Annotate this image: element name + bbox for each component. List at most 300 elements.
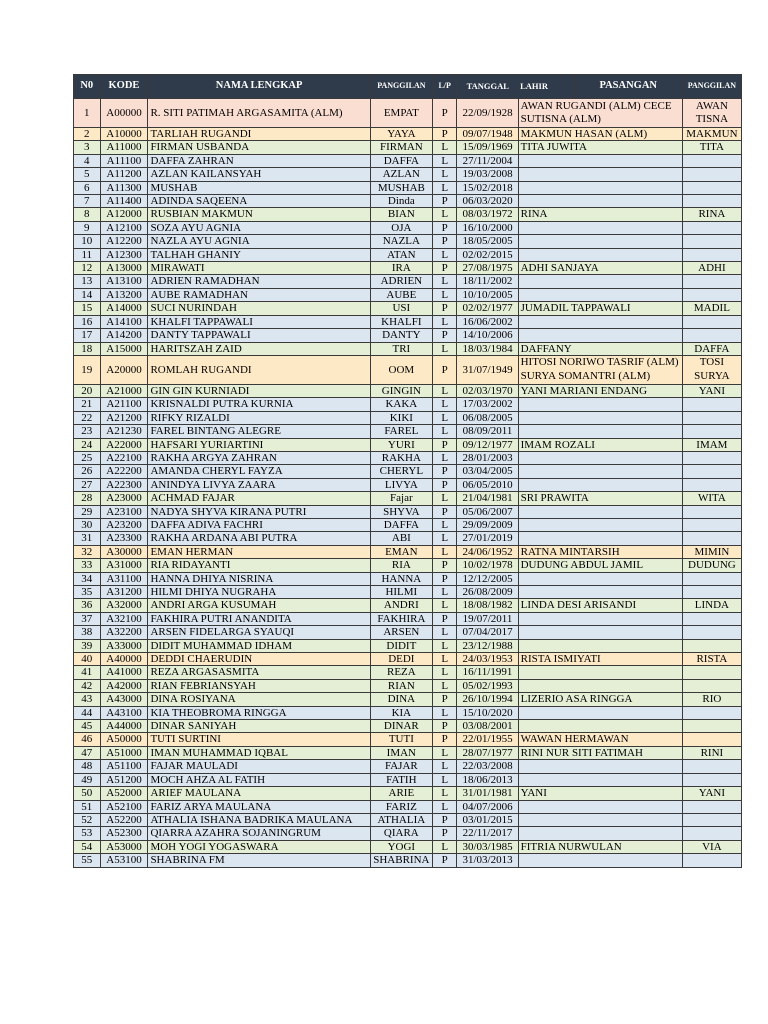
row-no: 50	[74, 787, 101, 800]
row-panggilan: IRA	[370, 262, 432, 275]
row-lp: L	[432, 599, 456, 612]
row-lp: P	[432, 478, 456, 491]
row-panggilan-pasangan: MIMIN	[682, 545, 741, 558]
table-row	[74, 302, 742, 315]
row-panggilan-pasangan	[682, 235, 741, 248]
table-row	[74, 733, 742, 746]
row-lp: L	[432, 586, 456, 599]
row-tanggal-lahir: 31/07/1949	[457, 355, 518, 384]
row-kode: A32100	[100, 612, 148, 625]
table-row	[74, 559, 742, 572]
row-nama: ROMLAH RUGANDI	[148, 355, 370, 384]
row-lp: L	[432, 532, 456, 545]
table-row	[74, 154, 742, 167]
header-tanggal: TANGGAL	[457, 75, 518, 99]
row-panggilan-pasangan	[682, 639, 741, 652]
row-nama: MIRAWATI	[148, 262, 370, 275]
row-no: 18	[74, 342, 101, 355]
row-tanggal-lahir: 18/11/2002	[457, 275, 518, 288]
row-no: 54	[74, 840, 101, 853]
row-pasangan	[518, 679, 682, 692]
row-panggilan-pasangan	[682, 221, 741, 234]
row-no: 45	[74, 720, 101, 733]
row-nama: RAKHA ARDANA ABI PUTRA	[148, 532, 370, 545]
row-pasangan: WAWAN HERMAWAN	[518, 733, 682, 746]
row-pasangan: TITA JUWITA	[518, 141, 682, 154]
row-kode: A51000	[100, 746, 148, 759]
row-panggilan: FARIZ	[370, 800, 432, 813]
row-panggilan-pasangan	[682, 451, 741, 464]
table-row	[74, 492, 742, 505]
row-tanggal-lahir: 16/06/2002	[457, 315, 518, 328]
row-no: 22	[74, 411, 101, 424]
row-panggilan: ATAN	[370, 248, 432, 261]
row-lp: L	[432, 181, 456, 194]
row-panggilan-pasangan	[682, 248, 741, 261]
row-kode: A52100	[100, 800, 148, 813]
row-lp: P	[432, 302, 456, 315]
row-kode: A20000	[100, 355, 148, 384]
table-row	[74, 813, 742, 826]
row-panggilan-pasangan	[682, 195, 741, 208]
row-nama: RAKHA ARGYA ZAHRAN	[148, 451, 370, 464]
row-panggilan: RIAN	[370, 679, 432, 692]
table-row	[74, 787, 742, 800]
row-kode: A12100	[100, 221, 148, 234]
row-no: 12	[74, 262, 101, 275]
row-panggilan: KIA	[370, 706, 432, 719]
row-kode: A12000	[100, 208, 148, 221]
row-nama: ANINDYA LIVYA ZAARA	[148, 478, 370, 491]
row-nama: NADYA SHYVA KIRANA PUTRI	[148, 505, 370, 518]
row-tanggal-lahir: 18/06/2013	[457, 773, 518, 786]
table-row	[74, 384, 742, 397]
row-panggilan: GINGIN	[370, 384, 432, 397]
row-nama: ARIEF MAULANA	[148, 787, 370, 800]
row-panggilan-pasangan	[682, 465, 741, 478]
row-kode: A52000	[100, 787, 148, 800]
row-panggilan-pasangan	[682, 532, 741, 545]
row-pasangan	[518, 411, 682, 424]
row-no: 5	[74, 168, 101, 181]
table-row	[74, 425, 742, 438]
row-lp: P	[432, 612, 456, 625]
row-tanggal-lahir: 21/04/1981	[457, 492, 518, 505]
row-kode: A11400	[100, 195, 148, 208]
table-row	[74, 195, 742, 208]
row-panggilan: OJA	[370, 221, 432, 234]
row-lp: P	[432, 235, 456, 248]
row-kode: A10000	[100, 128, 148, 141]
row-lp: P	[432, 827, 456, 840]
row-pasangan: LINDA DESI ARISANDI	[518, 599, 682, 612]
row-no: 26	[74, 465, 101, 478]
row-panggilan: ANDRI	[370, 599, 432, 612]
row-kode: A31100	[100, 572, 148, 585]
row-nama: MOH YOGI YOGASWARA	[148, 840, 370, 853]
table-row	[74, 720, 742, 733]
row-lp: L	[432, 451, 456, 464]
row-kode: A51100	[100, 760, 148, 773]
row-no: 47	[74, 746, 101, 759]
row-panggilan-pasangan	[682, 813, 741, 826]
row-tanggal-lahir: 27/11/2004	[457, 154, 518, 167]
row-panggilan-pasangan: MAKMUN	[682, 128, 741, 141]
row-nama: SHABRINA FM	[148, 854, 370, 867]
row-panggilan: HILMI	[370, 586, 432, 599]
row-panggilan-pasangan	[682, 425, 741, 438]
row-nama: AUBE RAMADHAN	[148, 288, 370, 301]
row-nama: ADINDA SAQEENA	[148, 195, 370, 208]
row-pasangan: ADHI SANJAYA	[518, 262, 682, 275]
row-panggilan: Dinda	[370, 195, 432, 208]
header-panggilan-pasangan: PANGGILAN	[682, 75, 741, 99]
row-kode: A50000	[100, 733, 148, 746]
row-no: 21	[74, 398, 101, 411]
row-kode: A43000	[100, 693, 148, 706]
row-panggilan: EMPAT	[370, 99, 432, 128]
row-panggilan-pasangan: VIA	[682, 840, 741, 853]
row-pasangan	[518, 720, 682, 733]
row-tanggal-lahir: 05/02/1993	[457, 679, 518, 692]
row-pasangan	[518, 154, 682, 167]
row-panggilan: ABI	[370, 532, 432, 545]
row-no: 15	[74, 302, 101, 315]
row-panggilan-pasangan	[682, 733, 741, 746]
row-panggilan-pasangan	[682, 679, 741, 692]
row-panggilan-pasangan	[682, 572, 741, 585]
row-lp: P	[432, 693, 456, 706]
row-kode: A31000	[100, 559, 148, 572]
table-row	[74, 438, 742, 451]
row-panggilan: LIVYA	[370, 478, 432, 491]
row-kode: A41000	[100, 666, 148, 679]
row-panggilan-pasangan	[682, 411, 741, 424]
table-row	[74, 532, 742, 545]
header-lahir: LAHIR	[518, 75, 574, 99]
row-panggilan: FAKHIRA	[370, 612, 432, 625]
row-nama: ADRIEN RAMADHAN	[148, 275, 370, 288]
table-row	[74, 451, 742, 464]
row-pasangan	[518, 813, 682, 826]
row-lp: P	[432, 505, 456, 518]
row-pasangan: DAFFANY	[518, 342, 682, 355]
row-nama: HARITSZAH ZAID	[148, 342, 370, 355]
row-lp: P	[432, 221, 456, 234]
row-pasangan: MAKMUN HASAN (ALM)	[518, 128, 682, 141]
row-pasangan	[518, 181, 682, 194]
row-panggilan-pasangan: IMAM	[682, 438, 741, 451]
row-tanggal-lahir: 16/10/2000	[457, 221, 518, 234]
row-tanggal-lahir: 30/03/1985	[457, 840, 518, 853]
row-pasangan	[518, 773, 682, 786]
row-lp: L	[432, 773, 456, 786]
row-lp: P	[432, 559, 456, 572]
row-tanggal-lahir: 06/03/2020	[457, 195, 518, 208]
row-nama: ARSEN FIDELARGA SYAUQI	[148, 626, 370, 639]
family-table	[73, 74, 742, 868]
table-row	[74, 221, 742, 234]
row-pasangan: DUDUNG ABDUL JAMIL	[518, 559, 682, 572]
row-panggilan-pasangan	[682, 612, 741, 625]
row-kode: A11200	[100, 168, 148, 181]
row-panggilan-pasangan: AWAN TISNA	[682, 99, 741, 128]
row-kode: A32200	[100, 626, 148, 639]
row-tanggal-lahir: 04/07/2006	[457, 800, 518, 813]
row-tanggal-lahir: 06/05/2010	[457, 478, 518, 491]
row-panggilan-pasangan: MADIL	[682, 302, 741, 315]
header-nama: NAMA LENGKAP	[148, 75, 370, 99]
row-no: 20	[74, 384, 101, 397]
row-nama: DIDIT MUHAMMAD IDHAM	[148, 639, 370, 652]
row-nama: QIARRA AZAHRA SOJANINGRUM	[148, 827, 370, 840]
row-kode: A32000	[100, 599, 148, 612]
row-pasangan: RATNA MINTARSIH	[518, 545, 682, 558]
row-kode: A42000	[100, 679, 148, 692]
row-lp: L	[432, 492, 456, 505]
row-panggilan-pasangan	[682, 760, 741, 773]
row-pasangan: RINA	[518, 208, 682, 221]
row-kode: A21230	[100, 425, 148, 438]
row-kode: A40000	[100, 653, 148, 666]
row-lp: L	[432, 384, 456, 397]
row-no: 39	[74, 639, 101, 652]
row-panggilan: FIRMAN	[370, 141, 432, 154]
row-tanggal-lahir: 22/09/1928	[457, 99, 518, 128]
row-no: 17	[74, 329, 101, 342]
table-row	[74, 545, 742, 558]
row-tanggal-lahir: 22/03/2008	[457, 760, 518, 773]
row-nama: FARIZ ARYA MAULANA	[148, 800, 370, 813]
row-nama: MOCH AHZA AL FATIH	[148, 773, 370, 786]
table-row	[74, 773, 742, 786]
table-row	[74, 666, 742, 679]
row-lp: L	[432, 787, 456, 800]
row-panggilan-pasangan: ADHI	[682, 262, 741, 275]
row-lp: L	[432, 411, 456, 424]
row-nama: DEDDI CHAERUDIN	[148, 653, 370, 666]
row-kode: A22200	[100, 465, 148, 478]
row-tanggal-lahir: 02/02/2015	[457, 248, 518, 261]
row-lp: L	[432, 141, 456, 154]
row-no: 43	[74, 693, 101, 706]
row-panggilan: YOGI	[370, 840, 432, 853]
row-tanggal-lahir: 26/08/2009	[457, 586, 518, 599]
table-row	[74, 840, 742, 853]
table-row	[74, 800, 742, 813]
row-tanggal-lahir: 24/06/1952	[457, 545, 518, 558]
row-no: 35	[74, 586, 101, 599]
row-panggilan-pasangan	[682, 478, 741, 491]
row-kode: A23300	[100, 532, 148, 545]
row-panggilan-pasangan	[682, 181, 741, 194]
row-nama: AMANDA CHERYL FAYZA	[148, 465, 370, 478]
row-panggilan-pasangan	[682, 168, 741, 181]
row-pasangan: YANI MARIANI ENDANG	[518, 384, 682, 397]
row-tanggal-lahir: 10/02/1978	[457, 559, 518, 572]
row-no: 25	[74, 451, 101, 464]
row-panggilan: FAREL	[370, 425, 432, 438]
row-pasangan	[518, 854, 682, 867]
row-panggilan: ADRIEN	[370, 275, 432, 288]
row-lp: L	[432, 666, 456, 679]
row-pasangan: AWAN RUGANDI (ALM) CECE SUTISNA (ALM)	[518, 99, 682, 128]
row-lp: L	[432, 425, 456, 438]
row-lp: L	[432, 840, 456, 853]
row-panggilan-pasangan: DUDUNG	[682, 559, 741, 572]
row-panggilan-pasangan: LINDA	[682, 599, 741, 612]
row-kode: A43100	[100, 706, 148, 719]
row-tanggal-lahir: 28/01/2003	[457, 451, 518, 464]
row-panggilan-pasangan	[682, 288, 741, 301]
row-panggilan: YURI	[370, 438, 432, 451]
row-kode: A52200	[100, 813, 148, 826]
row-pasangan	[518, 505, 682, 518]
table-row	[74, 181, 742, 194]
row-panggilan: DANTY	[370, 329, 432, 342]
row-nama: DANTY TAPPAWALI	[148, 329, 370, 342]
row-kode: A13200	[100, 288, 148, 301]
row-kode: A30000	[100, 545, 148, 558]
row-kode: A11300	[100, 181, 148, 194]
row-kode: A14000	[100, 302, 148, 315]
row-panggilan-pasangan	[682, 666, 741, 679]
row-panggilan-pasangan	[682, 800, 741, 813]
row-pasangan	[518, 639, 682, 652]
table-row	[74, 693, 742, 706]
row-panggilan: FAJAR	[370, 760, 432, 773]
row-pasangan	[518, 221, 682, 234]
row-lp: L	[432, 760, 456, 773]
row-lp: L	[432, 545, 456, 558]
row-nama: SUCI NURINDAH	[148, 302, 370, 315]
row-nama: TALHAH GHANIY	[148, 248, 370, 261]
row-panggilan: OOM	[370, 355, 432, 384]
row-nama: AZLAN KAILANSYAH	[148, 168, 370, 181]
table-row	[74, 275, 742, 288]
row-lp: P	[432, 465, 456, 478]
table-row	[74, 679, 742, 692]
table-row	[74, 248, 742, 261]
row-pasangan: RISTA ISMIYATI	[518, 653, 682, 666]
row-tanggal-lahir: 08/03/1972	[457, 208, 518, 221]
row-nama: TARLIAH RUGANDI	[148, 128, 370, 141]
row-no: 2	[74, 128, 101, 141]
row-pasangan	[518, 612, 682, 625]
row-panggilan-pasangan	[682, 275, 741, 288]
table-row	[74, 760, 742, 773]
row-panggilan-pasangan	[682, 518, 741, 531]
row-panggilan: KAKA	[370, 398, 432, 411]
row-kode: A53100	[100, 854, 148, 867]
row-lp: L	[432, 398, 456, 411]
row-tanggal-lahir: 15/02/2018	[457, 181, 518, 194]
row-lp: P	[432, 128, 456, 141]
row-panggilan: RAKHA	[370, 451, 432, 464]
row-panggilan-pasangan: YANI	[682, 787, 741, 800]
row-panggilan-pasangan: WITA	[682, 492, 741, 505]
row-tanggal-lahir: 17/03/2002	[457, 398, 518, 411]
row-no: 34	[74, 572, 101, 585]
row-panggilan: KHALFI	[370, 315, 432, 328]
row-lp: P	[432, 195, 456, 208]
row-tanggal-lahir: 22/01/1955	[457, 733, 518, 746]
row-kode: A52300	[100, 827, 148, 840]
row-pasangan: FITRIA NURWULAN	[518, 840, 682, 853]
row-pasangan	[518, 518, 682, 531]
table-row	[74, 235, 742, 248]
row-kode: A22300	[100, 478, 148, 491]
row-nama: DAFFA ZAHRAN	[148, 154, 370, 167]
row-nama: RIAN FEBRIANSYAH	[148, 679, 370, 692]
table-row	[74, 626, 742, 639]
row-lp: L	[432, 315, 456, 328]
row-panggilan: CHERYL	[370, 465, 432, 478]
row-tanggal-lahir: 06/08/2005	[457, 411, 518, 424]
row-no: 40	[74, 653, 101, 666]
row-no: 37	[74, 612, 101, 625]
row-nama: DAFFA ADIVA FACHRI	[148, 518, 370, 531]
row-pasangan	[518, 425, 682, 438]
row-tanggal-lahir: 19/07/2011	[457, 612, 518, 625]
row-panggilan-pasangan	[682, 315, 741, 328]
row-panggilan: ARSEN	[370, 626, 432, 639]
row-lp: P	[432, 813, 456, 826]
row-pasangan	[518, 626, 682, 639]
table-row	[74, 329, 742, 342]
row-no: 36	[74, 599, 101, 612]
row-kode: A23100	[100, 505, 148, 518]
row-no: 13	[74, 275, 101, 288]
row-no: 23	[74, 425, 101, 438]
row-tanggal-lahir: 29/09/2009	[457, 518, 518, 531]
row-no: 51	[74, 800, 101, 813]
row-panggilan-pasangan: DAFFA	[682, 342, 741, 355]
table-row	[74, 465, 742, 478]
row-lp: L	[432, 679, 456, 692]
table-row	[74, 572, 742, 585]
row-kode: A23000	[100, 492, 148, 505]
row-tanggal-lahir: 03/08/2001	[457, 720, 518, 733]
table-row	[74, 653, 742, 666]
row-no: 29	[74, 505, 101, 518]
row-panggilan: DINA	[370, 693, 432, 706]
row-kode: A11100	[100, 154, 148, 167]
row-kode: A21100	[100, 398, 148, 411]
row-lp: L	[432, 626, 456, 639]
row-no: 24	[74, 438, 101, 451]
header-pasangan: PASANGAN	[574, 75, 682, 99]
table-row	[74, 612, 742, 625]
row-pasangan: SRI PRAWITA	[518, 492, 682, 505]
row-panggilan: FATIH	[370, 773, 432, 786]
row-nama: FIRMAN USBANDA	[148, 141, 370, 154]
row-lp: P	[432, 720, 456, 733]
row-nama: ANDRI ARGA KUSUMAH	[148, 599, 370, 612]
row-pasangan: YANI	[518, 787, 682, 800]
row-panggilan: Fajar	[370, 492, 432, 505]
row-nama: ACHMAD FAJAR	[148, 492, 370, 505]
row-lp: L	[432, 248, 456, 261]
row-no: 7	[74, 195, 101, 208]
row-no: 44	[74, 706, 101, 719]
row-panggilan-pasangan: RISTA	[682, 653, 741, 666]
row-pasangan	[518, 666, 682, 679]
row-tanggal-lahir: 12/12/2005	[457, 572, 518, 585]
row-pasangan: RINI NUR SITI FATIMAH	[518, 746, 682, 759]
row-nama: GIN GIN KURNIADI	[148, 384, 370, 397]
row-panggilan: MUSHAB	[370, 181, 432, 194]
